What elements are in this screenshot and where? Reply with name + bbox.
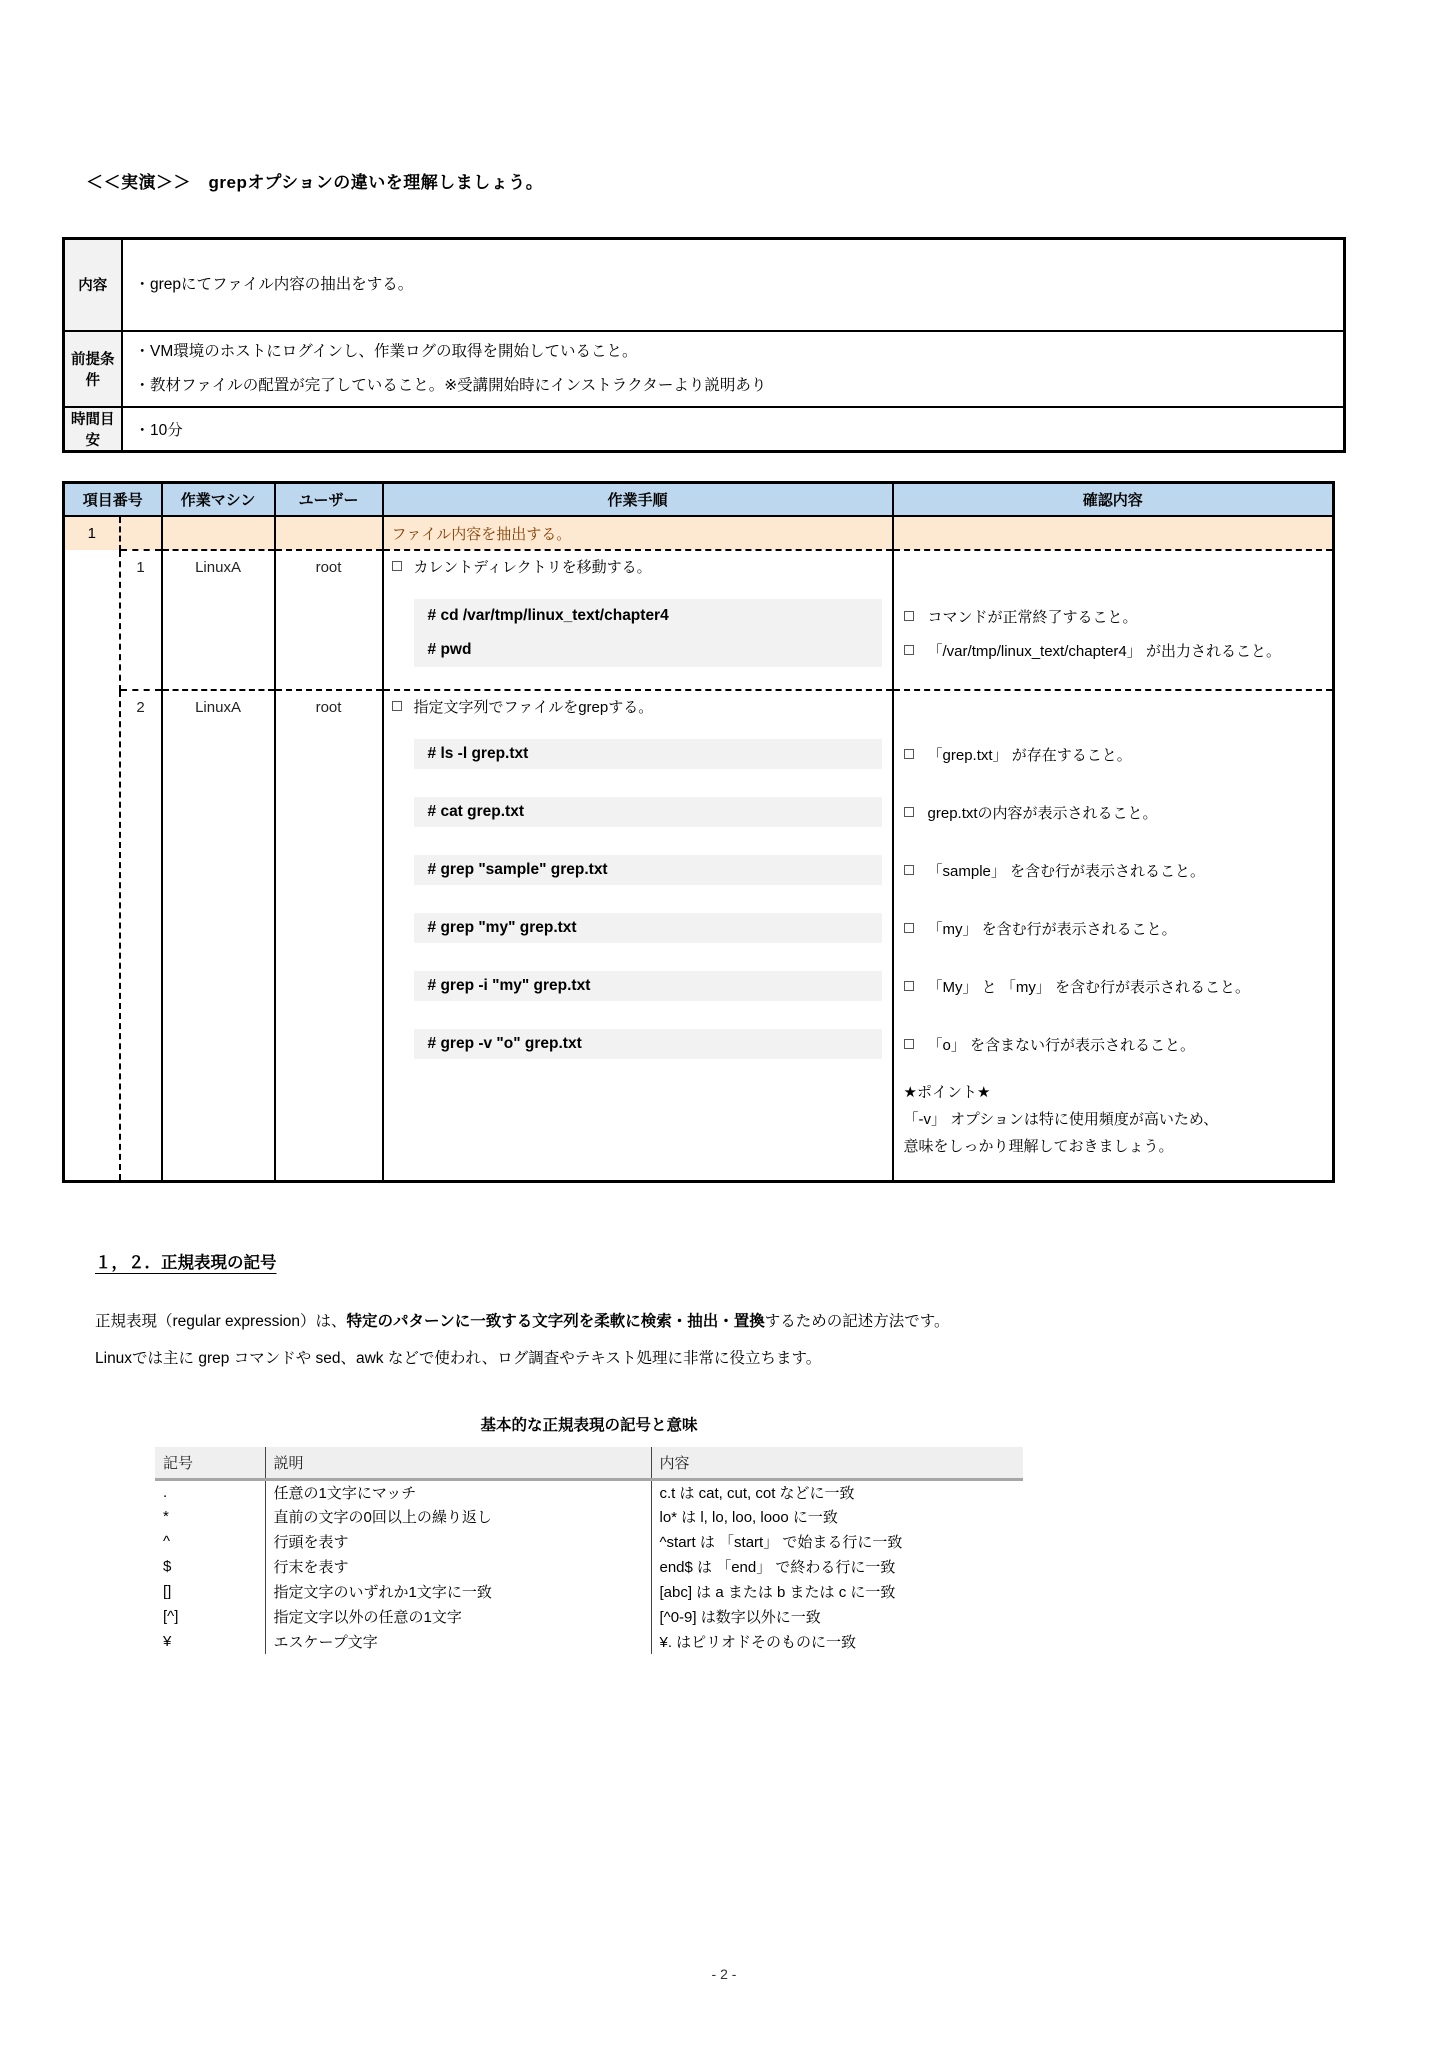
step-user: root [275, 550, 383, 690]
regex-row: . 任意の1文字にマッチ c.t は cat, cut, cot などに一致 [155, 1479, 1023, 1504]
regex-header-symbol: 記号 [155, 1447, 265, 1479]
command-box: # grep -i "my" grep.txt [414, 971, 882, 1001]
paragraph-line: Linuxでは主に grep コマンドや sed、awk などで使われ、ログ調査やテキスト処理に非常に役立ちます。 [95, 1350, 822, 1367]
step-user: root [275, 690, 383, 1182]
command-box [414, 599, 882, 667]
header-item-no: 項目番号 [64, 482, 162, 516]
check-item: 「o」 を含まない行が表示されること。 [904, 1029, 1325, 1059]
checkbox-icon [904, 645, 914, 655]
command-box: # grep -v "o" grep.txt [414, 1029, 882, 1059]
point-note-line: ★ポイント★ [903, 1084, 991, 1101]
command-line: # cd /var/tmp/linux_text/chapter4 [427, 607, 669, 624]
regex-row: [^] 指定文字以外の任意の1文字 [^0-9] は数字以外に一致 [155, 1604, 1023, 1629]
step-machine: LinuxA [162, 550, 275, 690]
step-row-2 [64, 690, 1334, 1182]
group-number: 1 [64, 516, 120, 550]
overview-content-line: ・10分 [134, 421, 183, 439]
command-box: # grep "my" grep.txt [414, 913, 882, 943]
procedure-table [62, 481, 1335, 1184]
regex-row: ¥ エスケープ文字 ¥. はピリオドそのものに一致 [155, 1629, 1023, 1654]
regex-header-description: 説明 [265, 1447, 651, 1479]
checkbox-icon [392, 561, 402, 571]
checkbox-icon [904, 749, 914, 759]
check-item: 「grep.txt」 が存在すること。 [904, 739, 1325, 769]
page-title: ＜＜実演＞＞ grepオプションの違いを理解しましょう。 [86, 173, 544, 192]
regex-table [155, 1447, 1023, 1654]
overview-label-content: 内容 [64, 239, 122, 331]
regex-row: [] 指定文字のいずれか1文字に一致 [abc] は a または b または c に一致 [155, 1579, 1023, 1604]
checkbox-icon [392, 701, 402, 711]
overview-content-line: ・grepにてファイル内容の抽出をする。 [134, 275, 414, 293]
procedure-header-row [64, 482, 1334, 516]
checkbox-icon [904, 807, 914, 817]
point-note [904, 1079, 1325, 1160]
header-checks: 確認内容 [893, 482, 1334, 516]
overview-content-line: ・VM環境のホストにログインし、作業ログの取得を開始していること。 [134, 342, 638, 360]
regex-row: $ 行末を表す end$ は 「end」 で終わる行に一致 [155, 1554, 1023, 1579]
regex-row: * 直前の文字の0回以上の繰り返し lo* は l, lo, loo, looo に一致 [155, 1504, 1023, 1529]
step-title: カレントディレクトリを移動する。 [392, 557, 888, 579]
regex-header-content: 内容 [651, 1447, 1023, 1479]
step-machine: LinuxA [162, 690, 275, 1182]
check-item: コマンドが正常終了すること。 [904, 599, 1325, 633]
checkbox-icon [904, 923, 914, 933]
command-box: # grep "sample" grep.txt [414, 855, 882, 885]
step-row-1 [64, 550, 1334, 690]
command-box: # ls -l grep.txt [414, 739, 882, 769]
point-note-line: 「-v」 オプションは特に使用頻度が高いため、 [903, 1111, 1219, 1128]
step-number: 1 [120, 550, 162, 690]
point-note-line: 意味をしっかり理解しておきましょう。 [903, 1138, 1174, 1155]
overview-label-time: 時間目安 [64, 407, 122, 452]
regex-header-row [155, 1447, 1023, 1479]
check-item: 「my」 を含む行が表示されること。 [904, 913, 1325, 943]
group-title: ファイル内容を抽出する。 [383, 516, 893, 550]
command-box: # cat grep.txt [414, 797, 882, 827]
checkbox-icon [904, 611, 914, 621]
section-heading: １，２．正規表現の記号 [95, 1254, 277, 1272]
header-steps: 作業手順 [383, 482, 893, 516]
overview-content-line: ・教材ファイルの配置が完了していること。※受講開始時にインストラクターより説明あり [134, 376, 767, 394]
overview-table [62, 237, 1346, 453]
checkbox-icon [904, 1039, 914, 1049]
checkbox-icon [904, 865, 914, 875]
check-item: 「/var/tmp/linux_text/chapter4」 が出力されること。 [904, 633, 1325, 667]
regex-table-title: 基本的な正規表現の記号と意味 [480, 1417, 698, 1434]
check-item: 「My」 と 「my」 を含む行が表示されること。 [904, 971, 1325, 1001]
header-machine: 作業マシン [162, 482, 275, 516]
paragraph-line: 正規表現（regular expression）は、特定のパターンに一致する文字列を柔軟に検索・抽出・置換するための記述方法です。 [95, 1313, 950, 1330]
table-row [64, 407, 1345, 452]
overview-label-precondition: 前提条件 [64, 331, 122, 407]
header-user: ユーザー [275, 482, 383, 516]
step-number: 2 [120, 690, 162, 1182]
checkbox-icon [904, 981, 914, 991]
group-row [64, 516, 1334, 550]
step-title: 指定文字列でファイルをgrepする。 [392, 697, 888, 719]
table-row [64, 331, 1345, 407]
check-item: 「sample」 を含む行が表示されること。 [904, 855, 1325, 885]
command-line: # pwd [427, 641, 472, 658]
check-item: grep.txtの内容が表示されること。 [904, 797, 1325, 827]
table-row [64, 239, 1345, 331]
regex-table-block [155, 1413, 1023, 1654]
regex-row: ^ 行頭を表す ^start は 「start」 で始まる行に一致 [155, 1529, 1023, 1554]
section-paragraph [95, 1303, 1448, 1377]
page-number: - 2 - [711, 1966, 737, 1982]
